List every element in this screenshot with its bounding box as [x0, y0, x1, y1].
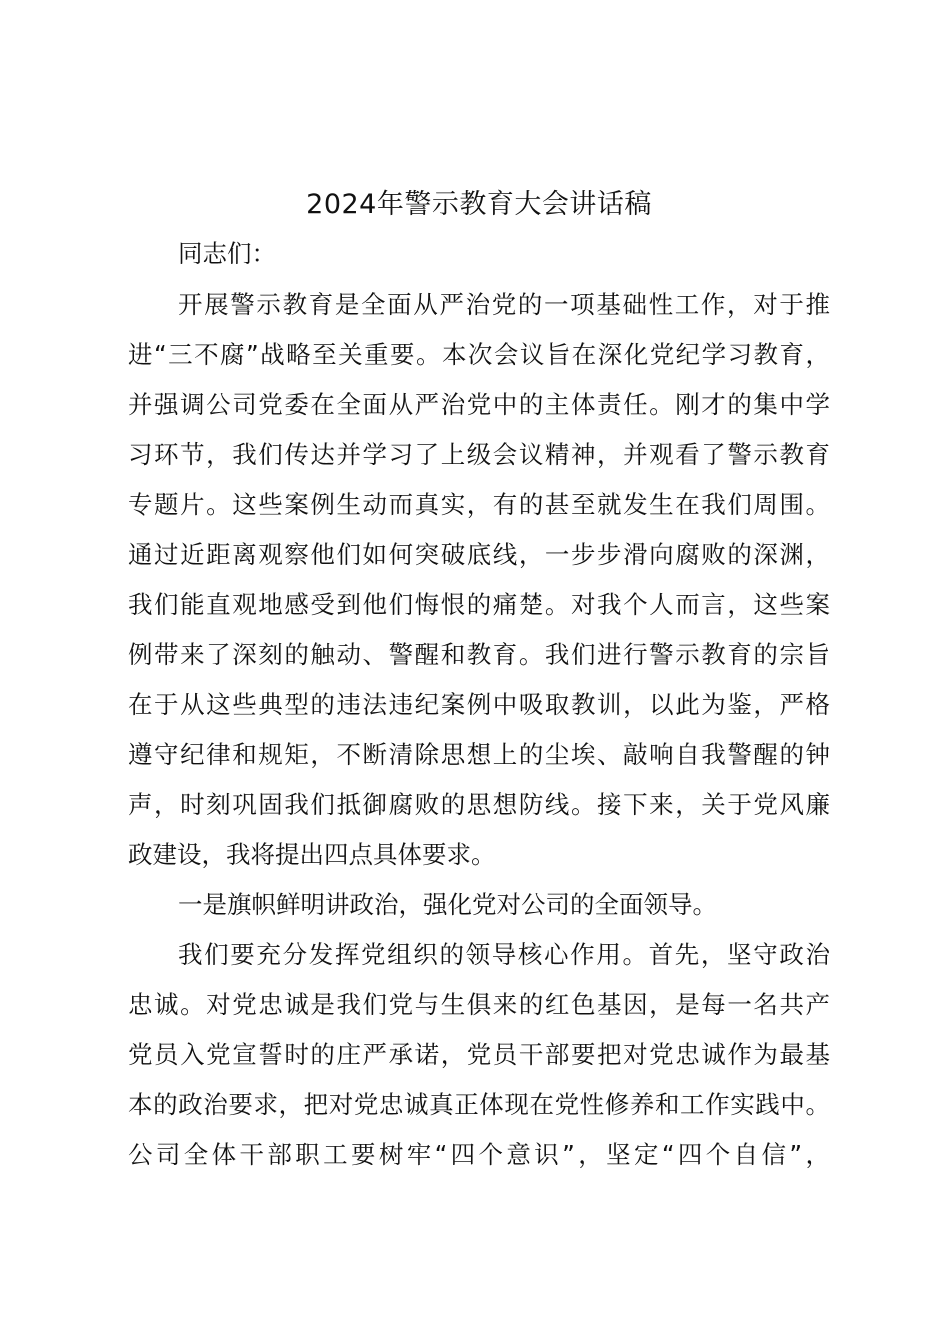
- paragraph-line: 并强调公司党委在全面从严治党中的主体责任。刚才的集中学: [128, 390, 830, 419]
- paragraph-line: 政建设，我将提出四点具体要求。: [128, 840, 496, 869]
- paragraph-line: 进“三不腐”战略至关重要。本次会议旨在深化党纪学习教育，: [128, 340, 830, 369]
- section-heading: 一是旗帜鲜明讲政治，强化党对公司的全面领导。: [178, 890, 717, 919]
- paragraph-line: 公司全体干部职工要树牢“四个意识”，坚定“四个自信”，: [128, 1140, 830, 1169]
- document-title: 2024年警示教育大会讲话稿: [306, 189, 652, 220]
- paragraph-line: 在于从这些典型的违法违纪案例中吸取教训，以此为鉴，严格: [128, 690, 830, 719]
- paragraph-line: 例带来了深刻的触动、警醒和教育。我们进行警示教育的宗旨: [128, 640, 830, 669]
- paragraph-line: 专题片。这些案例生动而真实，有的甚至就发生在我们周围。: [128, 490, 830, 519]
- paragraph-line: 忠诚。对党忠诚是我们党与生俱来的红色基因，是每一名共产: [128, 990, 830, 1019]
- paragraph-line: 我们能直观地感受到他们悔恨的痛楚。对我个人而言，这些案: [128, 590, 830, 619]
- paragraph-line: 开展警示教育是全面从严治党的一项基础性工作，对于推: [178, 290, 830, 319]
- paragraph-line: 我们要充分发挥党组织的领导核心作用。首先，坚守政治: [178, 940, 830, 969]
- paragraph-line: 遵守纪律和规矩，不断清除思想上的尘埃、敲响自我警醒的钟: [128, 740, 830, 769]
- paragraph-line: 通过近距离观察他们如何突破底线，一步步滑向腐败的深渊，: [128, 540, 830, 569]
- paragraph-line: 党员入党宣誓时的庄严承诺，党员干部要把对党忠诚作为最基: [128, 1040, 830, 1069]
- paragraph-line: 本的政治要求，把对党忠诚真正体现在党性修养和工作实践中。: [128, 1090, 830, 1119]
- salutation: 同志们：: [178, 239, 276, 268]
- paragraph-line: 声，时刻巩固我们抵御腐败的思想防线。接下来，关于党风廉: [128, 790, 830, 819]
- paragraph-line: 习环节，我们传达并学习了上级会议精神，并观看了警示教育: [128, 440, 830, 469]
